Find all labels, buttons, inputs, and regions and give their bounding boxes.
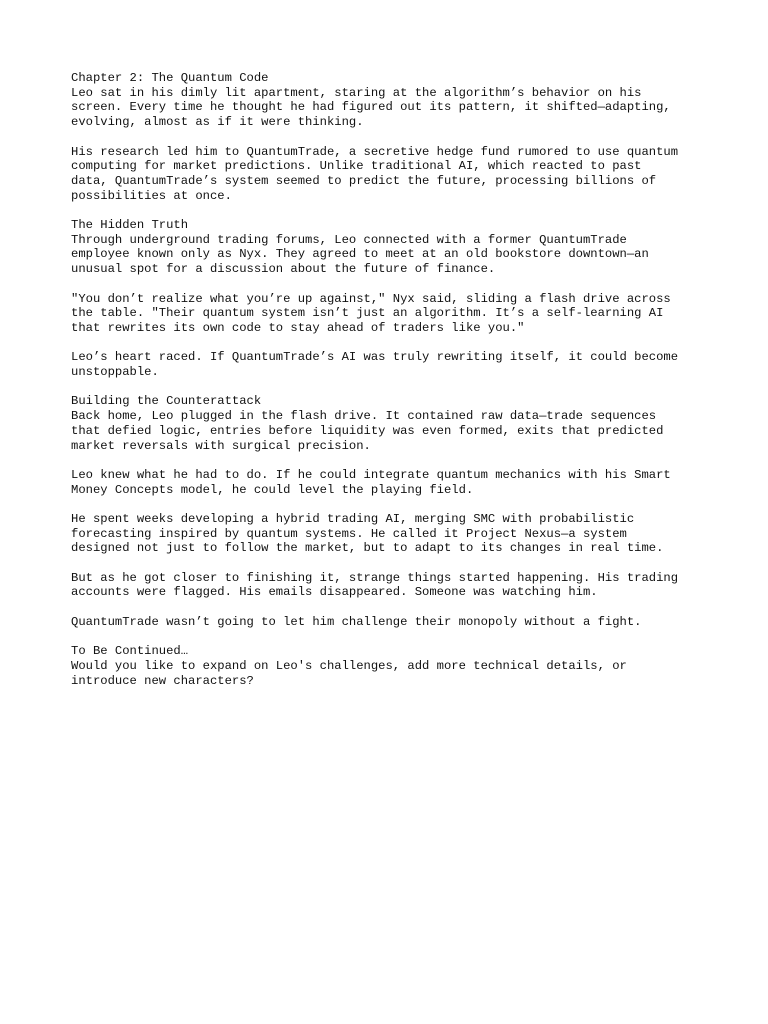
text-line: Leo’s heart raced. If QuantumTrade’s AI was truly rewriting itself, it could become [71,350,679,365]
text-line: the table. "Their quantum system isn’t just an algorithm. It’s a self-learning AI [71,306,664,321]
text-line: designed not just to follow the market, but to adapt to its changes in real time. [71,541,664,556]
text-line: evolving, almost as if it were thinking. [71,115,364,130]
text-line: screen. Every time he thought he had figured out its pattern, it shifted—adapting, [71,100,671,115]
paragraph-to-be-continued [71,644,711,688]
paragraph-heart-raced [71,350,711,379]
paragraph-strange-things [71,571,711,600]
text-line: that defied logic, entries before liquidity was even formed, exits that predicted [71,423,664,438]
paragraph-research [71,145,711,204]
text-line: computing for market predictions. Unlike traditional AI, which reacted to past [71,159,642,174]
text-line: introduce new characters? [71,673,254,688]
text-line: possibilities at once. [71,188,232,203]
text-line: employee known only as Nyx. They agreed to meet at an old bookstore downtown—an [71,247,649,262]
section-heading: Building the Counterattack [71,394,262,409]
text-line: "You don’t realize what you’re up against," Nyx said, sliding a flash drive across [71,291,671,306]
paragraph-project-nexus [71,512,711,556]
text-line: QuantumTrade wasn’t going to let him challenge their monopoly without a fight. [71,614,642,629]
paragraph-counterattack [71,394,711,453]
text-line: Leo sat in his dimly lit apartment, staring at the algorithm’s behavior on his [71,85,642,100]
text-line: unusual spot for a discussion about the future of finance. [71,262,496,277]
paragraph-knew-what-to-do [71,468,711,497]
text-line: forecasting inspired by quantum systems. He called it Project Nexus—a system [71,526,627,541]
text-line: accounts were flagged. His emails disappeared. Someone was watching him. [71,585,598,600]
text-line: Money Concepts model, he could level the playing field. [71,482,474,497]
text-line: Would you like to expand on Leo's challenges, add more technical details, or [71,658,627,673]
paragraph-hidden-truth [71,218,711,277]
paragraph-chapter-intro [71,71,711,130]
text-line: that rewrites its own code to stay ahead of traders like you." [71,320,525,335]
text-line: unstoppable. [71,365,159,379]
text-line: Leo knew what he had to do. If he could integrate quantum mechanics with his Smart [71,467,671,482]
text-line: But as he got closer to finishing it, strange things started happening. His trading [71,570,679,585]
text-line: market reversals with surgical precision. [71,438,371,453]
paragraph-nyx-quote [71,292,711,336]
text-line: Through underground trading forums, Leo connected with a former QuantumTrade [71,232,627,247]
section-heading: To Be Continued… [71,644,189,659]
section-heading: The Hidden Truth [71,218,189,232]
document-page [71,71,711,703]
text-line: Back home, Leo plugged in the flash drive. It contained raw data—trade sequences [71,409,657,424]
text-line: His research led him to QuantumTrade, a secretive hedge fund rumored to use quantum [71,144,679,159]
chapter-title: Chapter 2: The Quantum Code [71,71,269,85]
text-line: He spent weeks developing a hybrid trading AI, merging SMC with probabilistic [71,511,635,526]
text-line: data, QuantumTrade’s system seemed to predict the future, processing billions of [71,173,657,188]
paragraph-monopoly [71,615,711,630]
